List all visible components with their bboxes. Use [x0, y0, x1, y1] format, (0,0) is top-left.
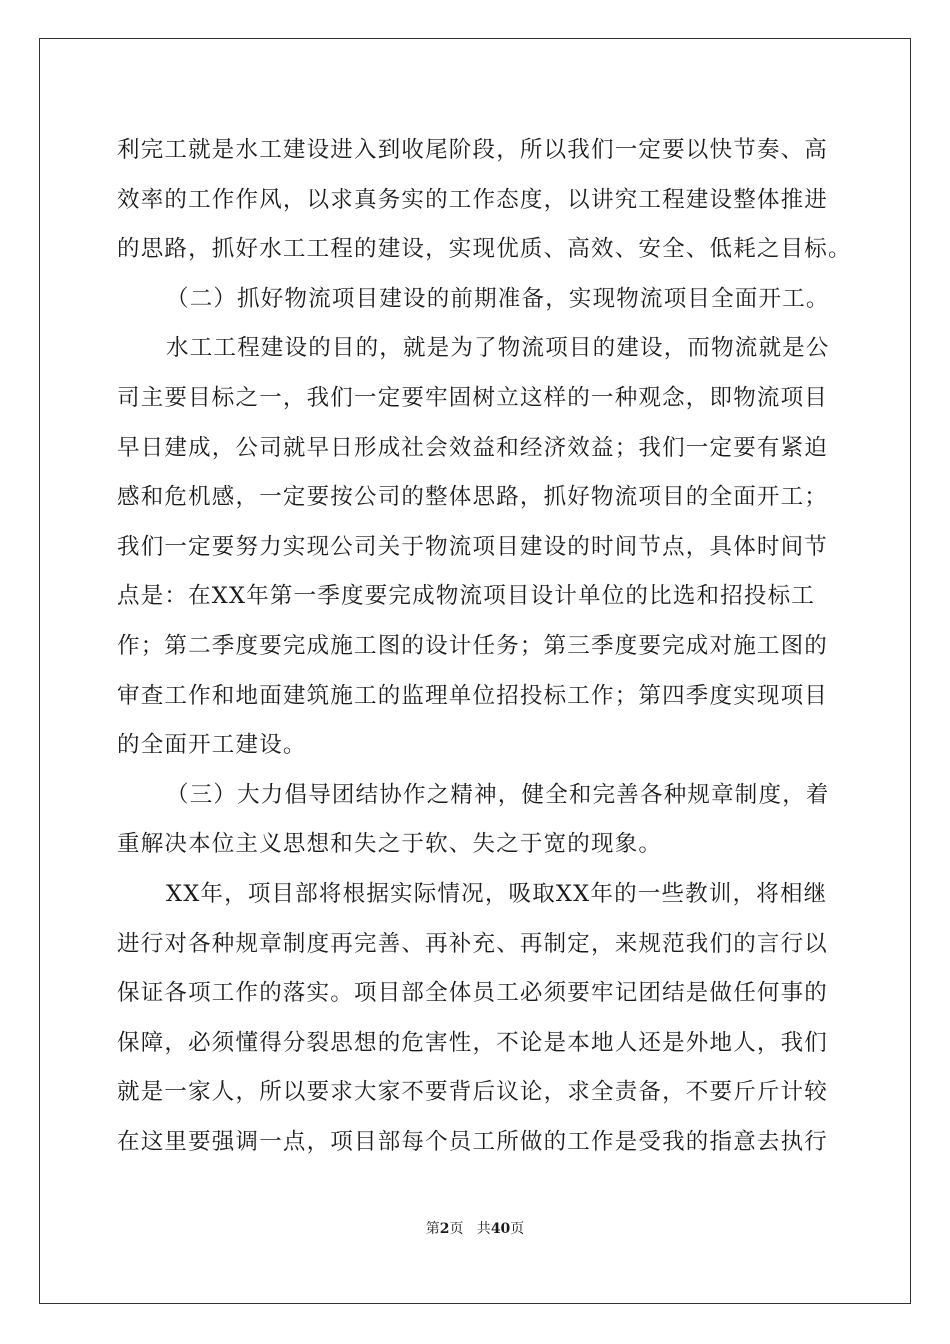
- text-line-11: 作；第二季度要完成施工图的设计任务；第三季度要完成对施工图的: [117, 632, 829, 659]
- text-line-19: 保障，必须懂得分裂思想的危害性，不论是本地人还是外地人，我们: [117, 1029, 829, 1056]
- document-body: [117, 126, 852, 1167]
- section-heading-2: （二）抓好物流项目建设的前期准备，实现物流项目全面开工。: [166, 285, 830, 312]
- text-line-20: 就是一家人，所以要求大家不要背后议论，求全责备，不要斤斤计较: [117, 1079, 829, 1106]
- text-line-16: XX年，项目部将根据实际情况，吸取XX年的一些教训，将相继: [166, 880, 828, 907]
- text-line-21: 在这里要强调一点，项目部每个员工所做的工作是受我的指意去执行: [117, 1128, 829, 1155]
- text-line-2: 效率的工作作风，以求真务实的工作态度，以讲究工程建设整体推进: [117, 186, 829, 213]
- text-line-6: 司主要目标之一，我们一定要牢固树立这样的一种观念，即物流项目: [117, 384, 829, 411]
- section-heading-3: （三）大力倡导团结协作之精神，健全和完善各种规章制度，着: [166, 781, 830, 808]
- text-line-15: 重解决本位主义思想和失之于软、失之于宽的现象。: [117, 831, 663, 858]
- footer-suffix: 页: [510, 1221, 525, 1237]
- text-line-13: 的全面开工建设。: [117, 732, 307, 759]
- text-line-9: 我们一定要努力实现公司关于物流项目建设的时间节点，具体时间节: [117, 533, 829, 560]
- total-pages-number: 40: [490, 1221, 511, 1237]
- text-line-1: 利完工就是水工建设进入到收尾阶段，所以我们一定要以快节奏、高: [117, 137, 829, 163]
- footer-middle: 页 共: [449, 1221, 491, 1237]
- text-line-17: 进行对各种规章制度再完善、再补充、再制定，来规范我们的言行以: [117, 930, 829, 957]
- text-line-18: 保证各项工作的落实。项目部全体员工必须要牢记团结是做任何事的: [117, 980, 829, 1007]
- text-line-12: 审查工作和地面建筑施工的监理单位招投标工作；第四季度实现项目: [117, 682, 829, 709]
- text-line-8: 感和危机感，一定要按公司的整体思路，抓好物流项目的全面开工；: [117, 484, 829, 511]
- current-page-number: 2: [439, 1221, 450, 1237]
- footer-prefix: 第: [425, 1221, 440, 1237]
- text-line-10: 点是：在XX年第一季度要完成物流项目设计单位的比选和招投标工: [117, 583, 816, 610]
- text-line-7: 早日建成，公司就早日形成社会效益和经济效益；我们一定要有紧迫: [117, 434, 829, 461]
- page-footer: [0, 1218, 950, 1238]
- text-line-3: 的思路，抓好水工工程的建设，实现优质、高效、安全、低耗之目标。: [117, 236, 852, 263]
- text-line-5: 水工工程建设的目的，就是为了物流项目的建设，而物流就是公: [166, 335, 830, 362]
